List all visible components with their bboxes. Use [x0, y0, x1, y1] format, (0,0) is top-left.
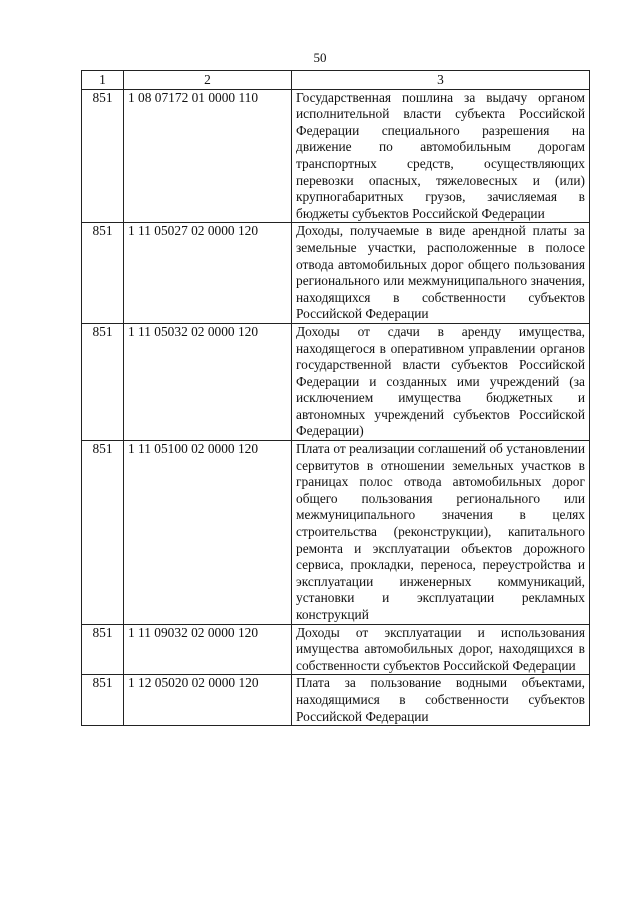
table-row — [82, 223, 590, 324]
table-row — [82, 323, 590, 440]
column-header-1: 1 — [82, 71, 124, 90]
table-row — [82, 89, 590, 223]
admin-code-cell: 851 — [82, 223, 124, 324]
revenue-name-cell: Доходы от эксплуатации и использования имущества автомобильных дорог, находящихся в собственности субъектов Российской Федерации — [292, 624, 590, 675]
table-row — [82, 441, 590, 625]
revenue-code-cell: 1 11 05100 02 0000 120 — [124, 441, 292, 625]
column-header-2: 2 — [124, 71, 292, 90]
admin-code-cell: 851 — [82, 624, 124, 675]
column-header-3: 3 — [292, 71, 590, 90]
table-row — [82, 624, 590, 675]
page-number: 50 — [313, 50, 327, 65]
revenue-name-cell: Доходы, получаемые в виде арендной платы за земельные участки, расположенные в полосе отвода автомобильных дорог общего пользования регионального или межмуниципального значения, находящихся в собственности субъектов Российской Федерации — [292, 223, 590, 324]
revenue-name-cell: Плата за пользование водными объектами, находящимися в собственности субъектов Российской Федерации — [292, 675, 590, 726]
revenue-name-cell: Доходы от сдачи в аренду имущества, находящегося в оперативном управлении органов государственной власти субъектов Российской Федерации и созданных ими учреждений (за исключением имущества бюджетных и автономных учреждений субъектов Российской Федерации) — [292, 323, 590, 440]
admin-code-cell: 851 — [82, 675, 124, 726]
revenue-code-cell: 1 12 05020 02 0000 120 — [124, 675, 292, 726]
revenue-codes-table — [81, 70, 590, 726]
revenue-name-cell: Государственная пошлина за выдачу органом исполнительной власти субъекта Российской Федерации специального разрешения на движение по автомобильным дорогам транспортных средств, осуществляющих перевозки опасных, тяжеловесных и (или) крупногабаритных грузов, зачисляемая в бюджеты субъектов Российской Федерации — [292, 89, 590, 223]
revenue-code-cell: 1 11 05027 02 0000 120 — [124, 223, 292, 324]
revenue-name-cell: Плата от реализации соглашений об установлении сервитутов в отношении земельных участков в границах полос отвода автомобильных дорог общего пользования регионального или межмуниципального значения в целях строительства (реконструкции), капитального ремонта и эксплуатации объектов дорожного сервиса, прокладки, переноса, переустройства и эксплуатации инженерных коммуникаций, установки и эксплуатации рекламных конструкций — [292, 441, 590, 625]
revenue-code-cell: 1 11 09032 02 0000 120 — [124, 624, 292, 675]
admin-code-cell: 851 — [82, 323, 124, 440]
admin-code-cell: 851 — [82, 441, 124, 625]
table-header-row — [82, 71, 590, 90]
admin-code-cell: 851 — [82, 89, 124, 223]
table-row — [82, 675, 590, 726]
revenue-code-cell: 1 08 07172 01 0000 110 — [124, 89, 292, 223]
revenue-code-cell: 1 11 05032 02 0000 120 — [124, 323, 292, 440]
